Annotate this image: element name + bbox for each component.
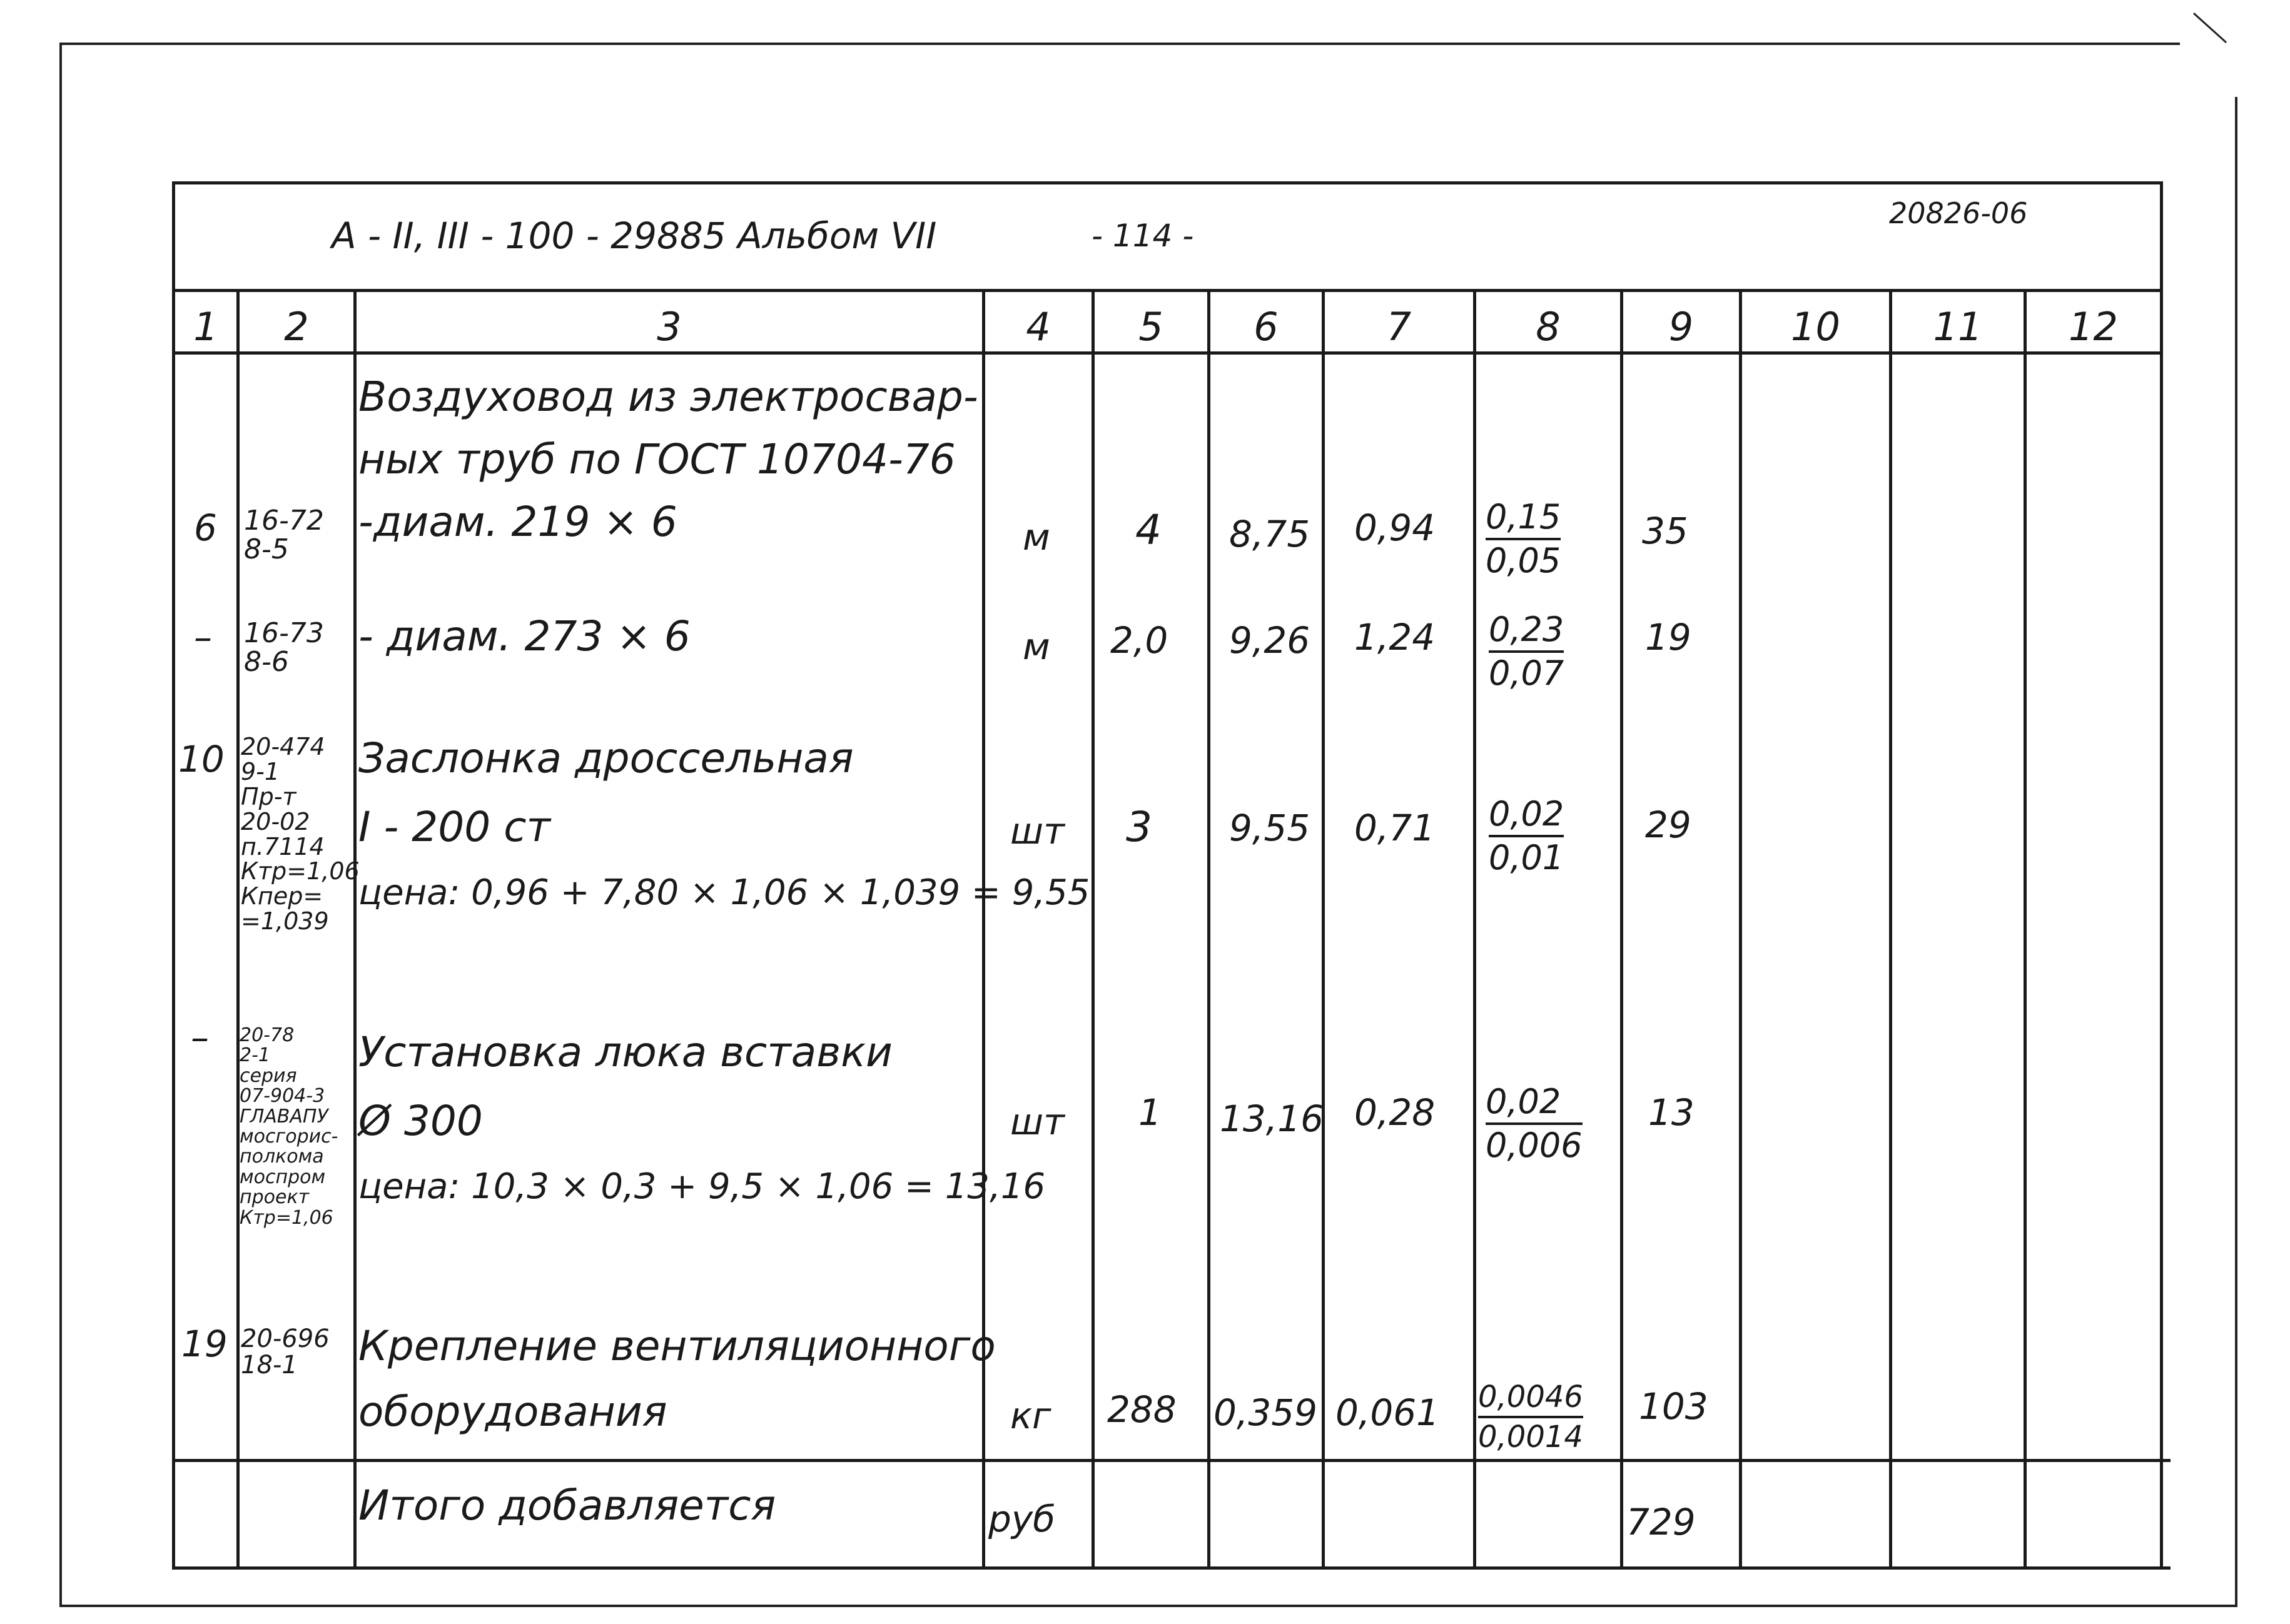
row-1-col8	[1486, 497, 1561, 580]
row-2-code: 16-73 8-6	[244, 617, 324, 678]
page-frame-bottom	[59, 1605, 2236, 1607]
corner-mark	[2193, 13, 2227, 43]
row-3-desc-line-2: I - 200 ст	[358, 803, 550, 851]
row-2-col8-bottom: 0,07	[1489, 653, 1564, 693]
row-4-col8-top: 0,02	[1486, 1085, 1583, 1125]
row-2-col8-top: 0,23	[1489, 613, 1564, 653]
row-5-desc-line-1: Крепление вентиляционного	[358, 1322, 996, 1370]
row-3-code: 20-474 9-1 Пр-т 20-02 п.7114 Ктр=1,06 Кпер= =1,039	[241, 733, 360, 936]
rule-under-colnums	[172, 351, 2161, 355]
row-2-desc-line-1: - диам. 273 × 6	[358, 612, 691, 660]
rule-right	[2160, 181, 2163, 1570]
row-2-unit: м	[1023, 625, 1050, 668]
row-1-desc-line-2: ных труб по ГОСТ 10704-76	[358, 435, 956, 483]
row-4-price: 13,16	[1220, 1097, 1324, 1140]
row-1-unit: м	[1023, 516, 1050, 558]
document-title: А - II, III - 100 - 29885 Альбом VII	[332, 214, 937, 257]
row-4-col8-bottom: 0,006	[1486, 1126, 1583, 1165]
row-5-col7: 0,061	[1335, 1391, 1440, 1434]
row-5-qty: 288	[1107, 1388, 1177, 1431]
rule-above-total	[172, 1459, 2171, 1462]
rule-under-header	[172, 289, 2161, 292]
rule-col-3	[982, 289, 985, 1570]
row-1-code: 16-72 8-5	[244, 505, 324, 566]
row-3-col9: 29	[1645, 804, 1691, 846]
row-5-price: 0,359	[1213, 1391, 1318, 1434]
total-value: 729	[1626, 1501, 1696, 1543]
row-5-col8-top: 0,0046	[1478, 1382, 1583, 1418]
rule-col-9	[1739, 289, 1742, 1570]
row-5-col8	[1478, 1379, 1583, 1455]
total-label: Итого добавляется	[358, 1481, 776, 1530]
document-code: 20826-06	[1889, 196, 2028, 230]
rule-col-4	[1092, 289, 1095, 1570]
row-1-col8-top: 0,15	[1486, 500, 1561, 540]
row-2-qty: 2,0	[1110, 619, 1168, 662]
row-2-col9: 19	[1645, 616, 1691, 658]
column-number-10: 10	[1791, 304, 1840, 350]
rule-col-1	[236, 289, 240, 1570]
row-4-qty: 1	[1138, 1091, 1162, 1134]
row-5-col8-bottom: 0,0014	[1478, 1420, 1583, 1455]
column-number-6: 6	[1254, 304, 1279, 350]
row-5-col9: 103	[1639, 1385, 1708, 1428]
row-3-desc-line-1: Заслонка дроссельная	[358, 734, 854, 782]
rule-col-7	[1473, 289, 1476, 1570]
row-5-desc-line-2: оборудования	[358, 1388, 667, 1436]
column-number-8: 8	[1536, 304, 1561, 350]
row-3-number: 10	[178, 738, 225, 780]
row-4-col7: 0,28	[1354, 1091, 1436, 1134]
page-frame-left	[59, 43, 62, 1607]
row-4-desc-line-3: цена: 10,3 × 0,3 + 9,5 × 1,06 = 13,16	[358, 1166, 1046, 1207]
row-1-desc-line-3: -диам. 219 × 6	[358, 498, 677, 546]
column-number-5: 5	[1138, 304, 1163, 350]
row-1-col7: 0,94	[1354, 507, 1436, 549]
row-2-price: 9,26	[1229, 619, 1310, 662]
row-5-code: 20-696 18-1	[241, 1324, 330, 1379]
row-4-number: –	[191, 1016, 209, 1059]
rule-col-10	[1889, 289, 1892, 1570]
rule-col-8	[1620, 289, 1623, 1570]
row-4-code: 20-78 2-1 серия 07-904-3 ГЛАВАПУ мосгорис- полкома моспром проект Ктр=1,06	[240, 1024, 338, 1229]
row-3-col7: 0,71	[1354, 807, 1436, 849]
rule-col-11	[2024, 289, 2027, 1570]
row-2-col8	[1489, 610, 1564, 693]
rule-left	[172, 181, 175, 1570]
row-5-number: 19	[181, 1323, 228, 1365]
row-4-desc-line-2: Ø 300	[358, 1097, 483, 1145]
column-number-12: 12	[2069, 304, 2118, 350]
rule-top	[172, 181, 2161, 184]
row-1-qty: 4	[1135, 506, 1162, 554]
row-3-desc-line-3: цена: 0,96 + 7,80 × 1,06 × 1,039 = 9,55	[358, 872, 1090, 913]
estimate-sheet	[172, 181, 2180, 1578]
column-number-9: 9	[1668, 304, 1694, 350]
column-number-4: 4	[1026, 304, 1051, 350]
total-unit: руб	[988, 1498, 1055, 1540]
column-number-11: 11	[1933, 304, 1983, 350]
column-number-1: 1	[193, 304, 218, 350]
row-1-desc-line-1: Воздуховод из электросвар-	[358, 373, 978, 421]
rule-bottom	[172, 1566, 2171, 1570]
row-2-number: –	[194, 616, 212, 658]
row-3-price: 9,55	[1229, 807, 1310, 849]
page-frame-right	[2235, 97, 2237, 1607]
row-1-col9: 35	[1642, 510, 1688, 552]
row-3-qty: 3	[1126, 803, 1152, 851]
row-5-unit: кг	[1010, 1395, 1051, 1437]
row-4-desc-line-1: Установка люка вставки	[358, 1028, 893, 1076]
row-1-price: 8,75	[1229, 513, 1310, 555]
column-number-2: 2	[284, 304, 309, 350]
column-number-7: 7	[1386, 304, 1412, 350]
row-1-number: 6	[194, 507, 217, 549]
page-frame-top	[59, 43, 2180, 45]
row-4-col9: 13	[1648, 1091, 1695, 1134]
row-3-col8-bottom: 0,01	[1489, 838, 1564, 877]
row-4-unit: шт	[1010, 1101, 1065, 1143]
rule-col-5	[1207, 289, 1210, 1570]
rule-col-6	[1322, 289, 1325, 1570]
column-number-3: 3	[657, 304, 682, 350]
row-2-col7: 1,24	[1354, 616, 1436, 658]
page-number: - 114 -	[1092, 218, 1194, 254]
row-1-col8-bottom: 0,05	[1486, 541, 1561, 580]
row-3-col8-top: 0,02	[1489, 797, 1564, 837]
row-4-col8	[1486, 1082, 1583, 1165]
row-3-col8	[1489, 794, 1564, 877]
row-3-unit: шт	[1010, 810, 1065, 852]
